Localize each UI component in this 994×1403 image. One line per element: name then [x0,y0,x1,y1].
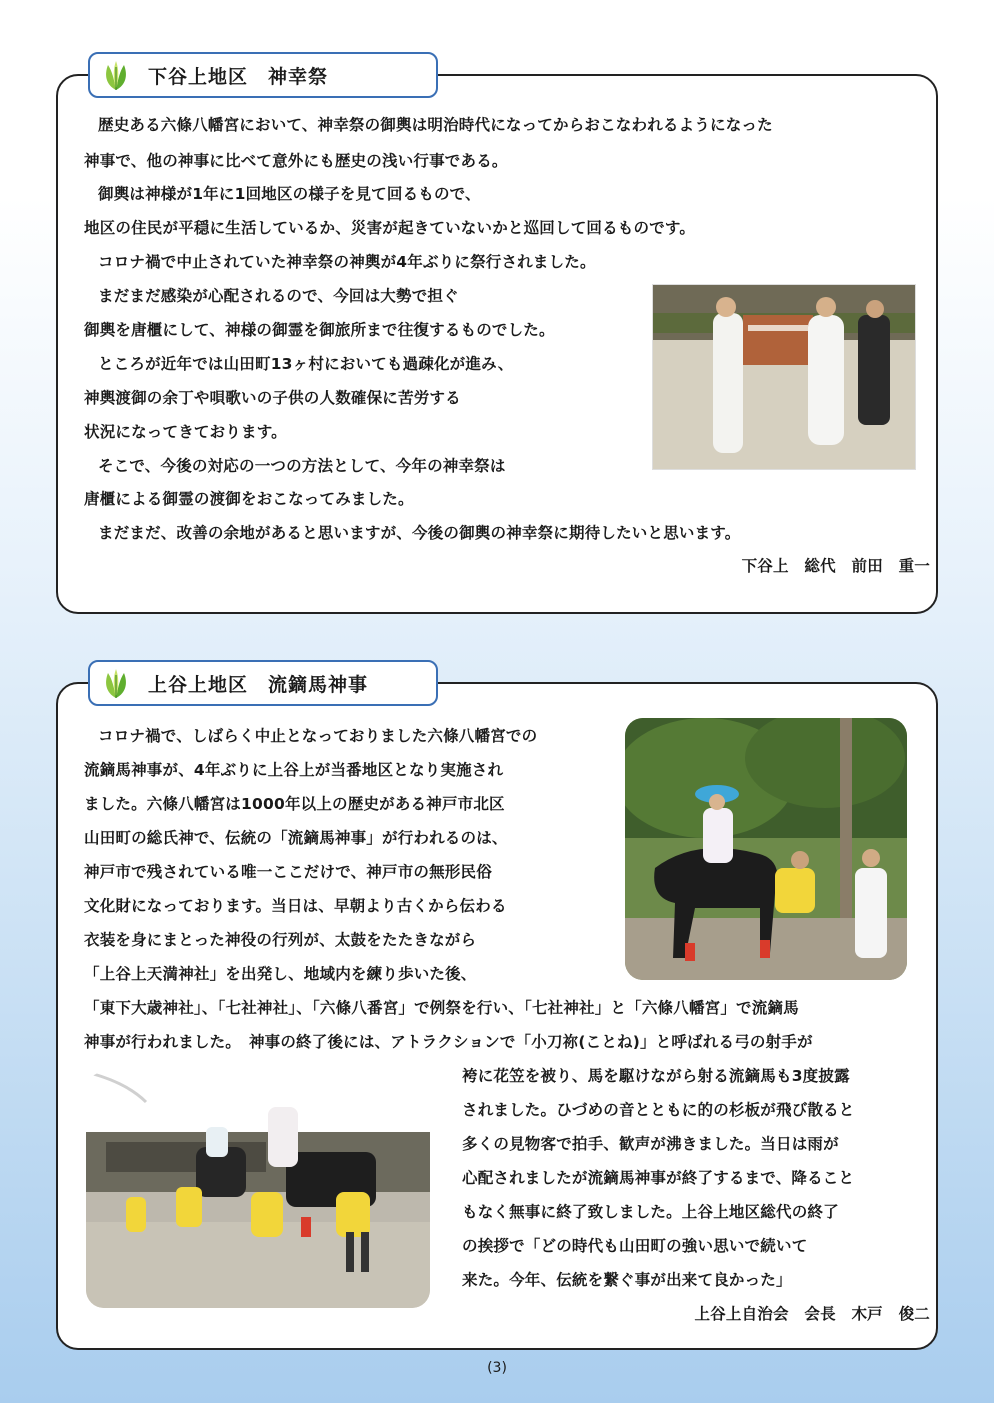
section1-signature: 下谷上 総代 前田 重一 [741,557,930,575]
section2-line: コロナ禍で、しばらく中止となっておりました六條八幡宮での [98,727,538,745]
section1-line: 御輿は神様が1年に1回地区の様子を見て回るもので、 [98,185,481,203]
section2-title-tab [88,660,438,706]
leaf-icon [98,665,134,701]
section2-title: 上谷上地区 流鏑馬神事 [148,673,369,696]
section2-line: されました。ひづめの音とともに的の杉板が飛び散ると [462,1101,855,1119]
section1-title: 下谷上地区 神幸祭 [148,65,329,88]
leaf-icon [98,57,134,93]
section2-line: の挨拶で「どの時代も山田町の強い思いで続いて [462,1237,808,1255]
section1-line: 唐櫃による御霊の渡御をおこなってみました。 [84,490,414,508]
section2-line: 来た。今年、伝統を繋ぐ事が出来て良かった」 [462,1271,792,1289]
section2-line: 「上谷上天満神社」を出発し、地域内を練り歩いた後、 [84,965,477,983]
section2-line: 神戸市で残されている唯一ここだけで、神戸市の無形民俗 [84,863,492,881]
section1-line: 神輿渡御の余丁や唄歌いの子供の人数確保に苦労する [84,389,461,407]
section2-line: 衣装を身にまとった神役の行列が、太鼓をたたきながら [84,931,477,949]
section1-line: 神事で、他の神事に比べて意外にも歴史の浅い行事である。 [84,152,508,170]
yabusame-procession-photo [86,1072,430,1308]
page-number: (3) [487,1360,507,1376]
section1-line: 御輿を唐櫃にして、神様の御霊を御旅所まで往復するものでした。 [84,321,555,339]
section2-line: 心配されましたが流鏑馬神事が終了するまで、降ること [462,1169,855,1187]
section2-line: ました。六條八幡宮は1000年以上の歴史がある神戸市北区 [84,795,505,813]
section2-line: 多くの見物客で拍手、歓声が沸きました。当日は雨が [462,1135,839,1153]
section2-line: 「東下大歳神社」、「七社神社」、「六條八番宮」で例祭を行い、「七社神社」と「六條八幡宮」で流鏑馬 [84,999,799,1017]
section1-line: コロナ禍で中止されていた神幸祭の神輿が4年ぶりに祭行されました。 [98,253,596,271]
yabusame-rider-photo [625,718,907,980]
section2-line: 山田町の総氏神で、伝統の「流鏑馬神事」が行われるのは、 [84,829,508,847]
section2-line: 袴に花笠を被り、馬を駆けながら射る流鏑馬も3度披露 [462,1067,850,1085]
section1-line: 歴史ある六條八幡宮において、神幸祭の御輿は明治時代になってからおこなわれるようになった [98,116,773,134]
section2-signature: 上谷上自治会 会長 木戸 俊二 [694,1305,930,1323]
shrine-procession-photo [652,284,916,470]
section1-line: 地区の住民が平穏に生活しているか、災害が起きていないかと巡回して回るものです。 [84,219,696,237]
section2-line: 神事が行われました。 神事の終了後には、アトラクションで「小刀祢(ことね)」と呼ばれる弓の射手が [84,1033,813,1051]
section2-line: 文化財になっております。当日は、早朝より古くから伝わる [84,897,507,915]
section1-line: まだまだ感染が心配されるので、今回は大勢で担ぐ [98,287,459,305]
section1-line: 状況になってきております。 [84,423,287,441]
section2-line: もなく無事に終了致しました。上谷上地区総代の終了 [462,1203,839,1221]
section1-title-tab [88,52,438,98]
section2-line: 流鏑馬神事が、4年ぶりに上谷上が当番地区となり実施され [84,761,504,779]
section1-line: そこで、今後の対応の一つの方法として、今年の神幸祭は [98,457,506,475]
section1-line: まだまだ、改善の余地があると思いますが、今後の御輿の神幸祭に期待したいと思います。 [98,524,741,542]
section1-line: ところが近年では山田町13ヶ村においても過疎化が進み、 [98,355,514,373]
